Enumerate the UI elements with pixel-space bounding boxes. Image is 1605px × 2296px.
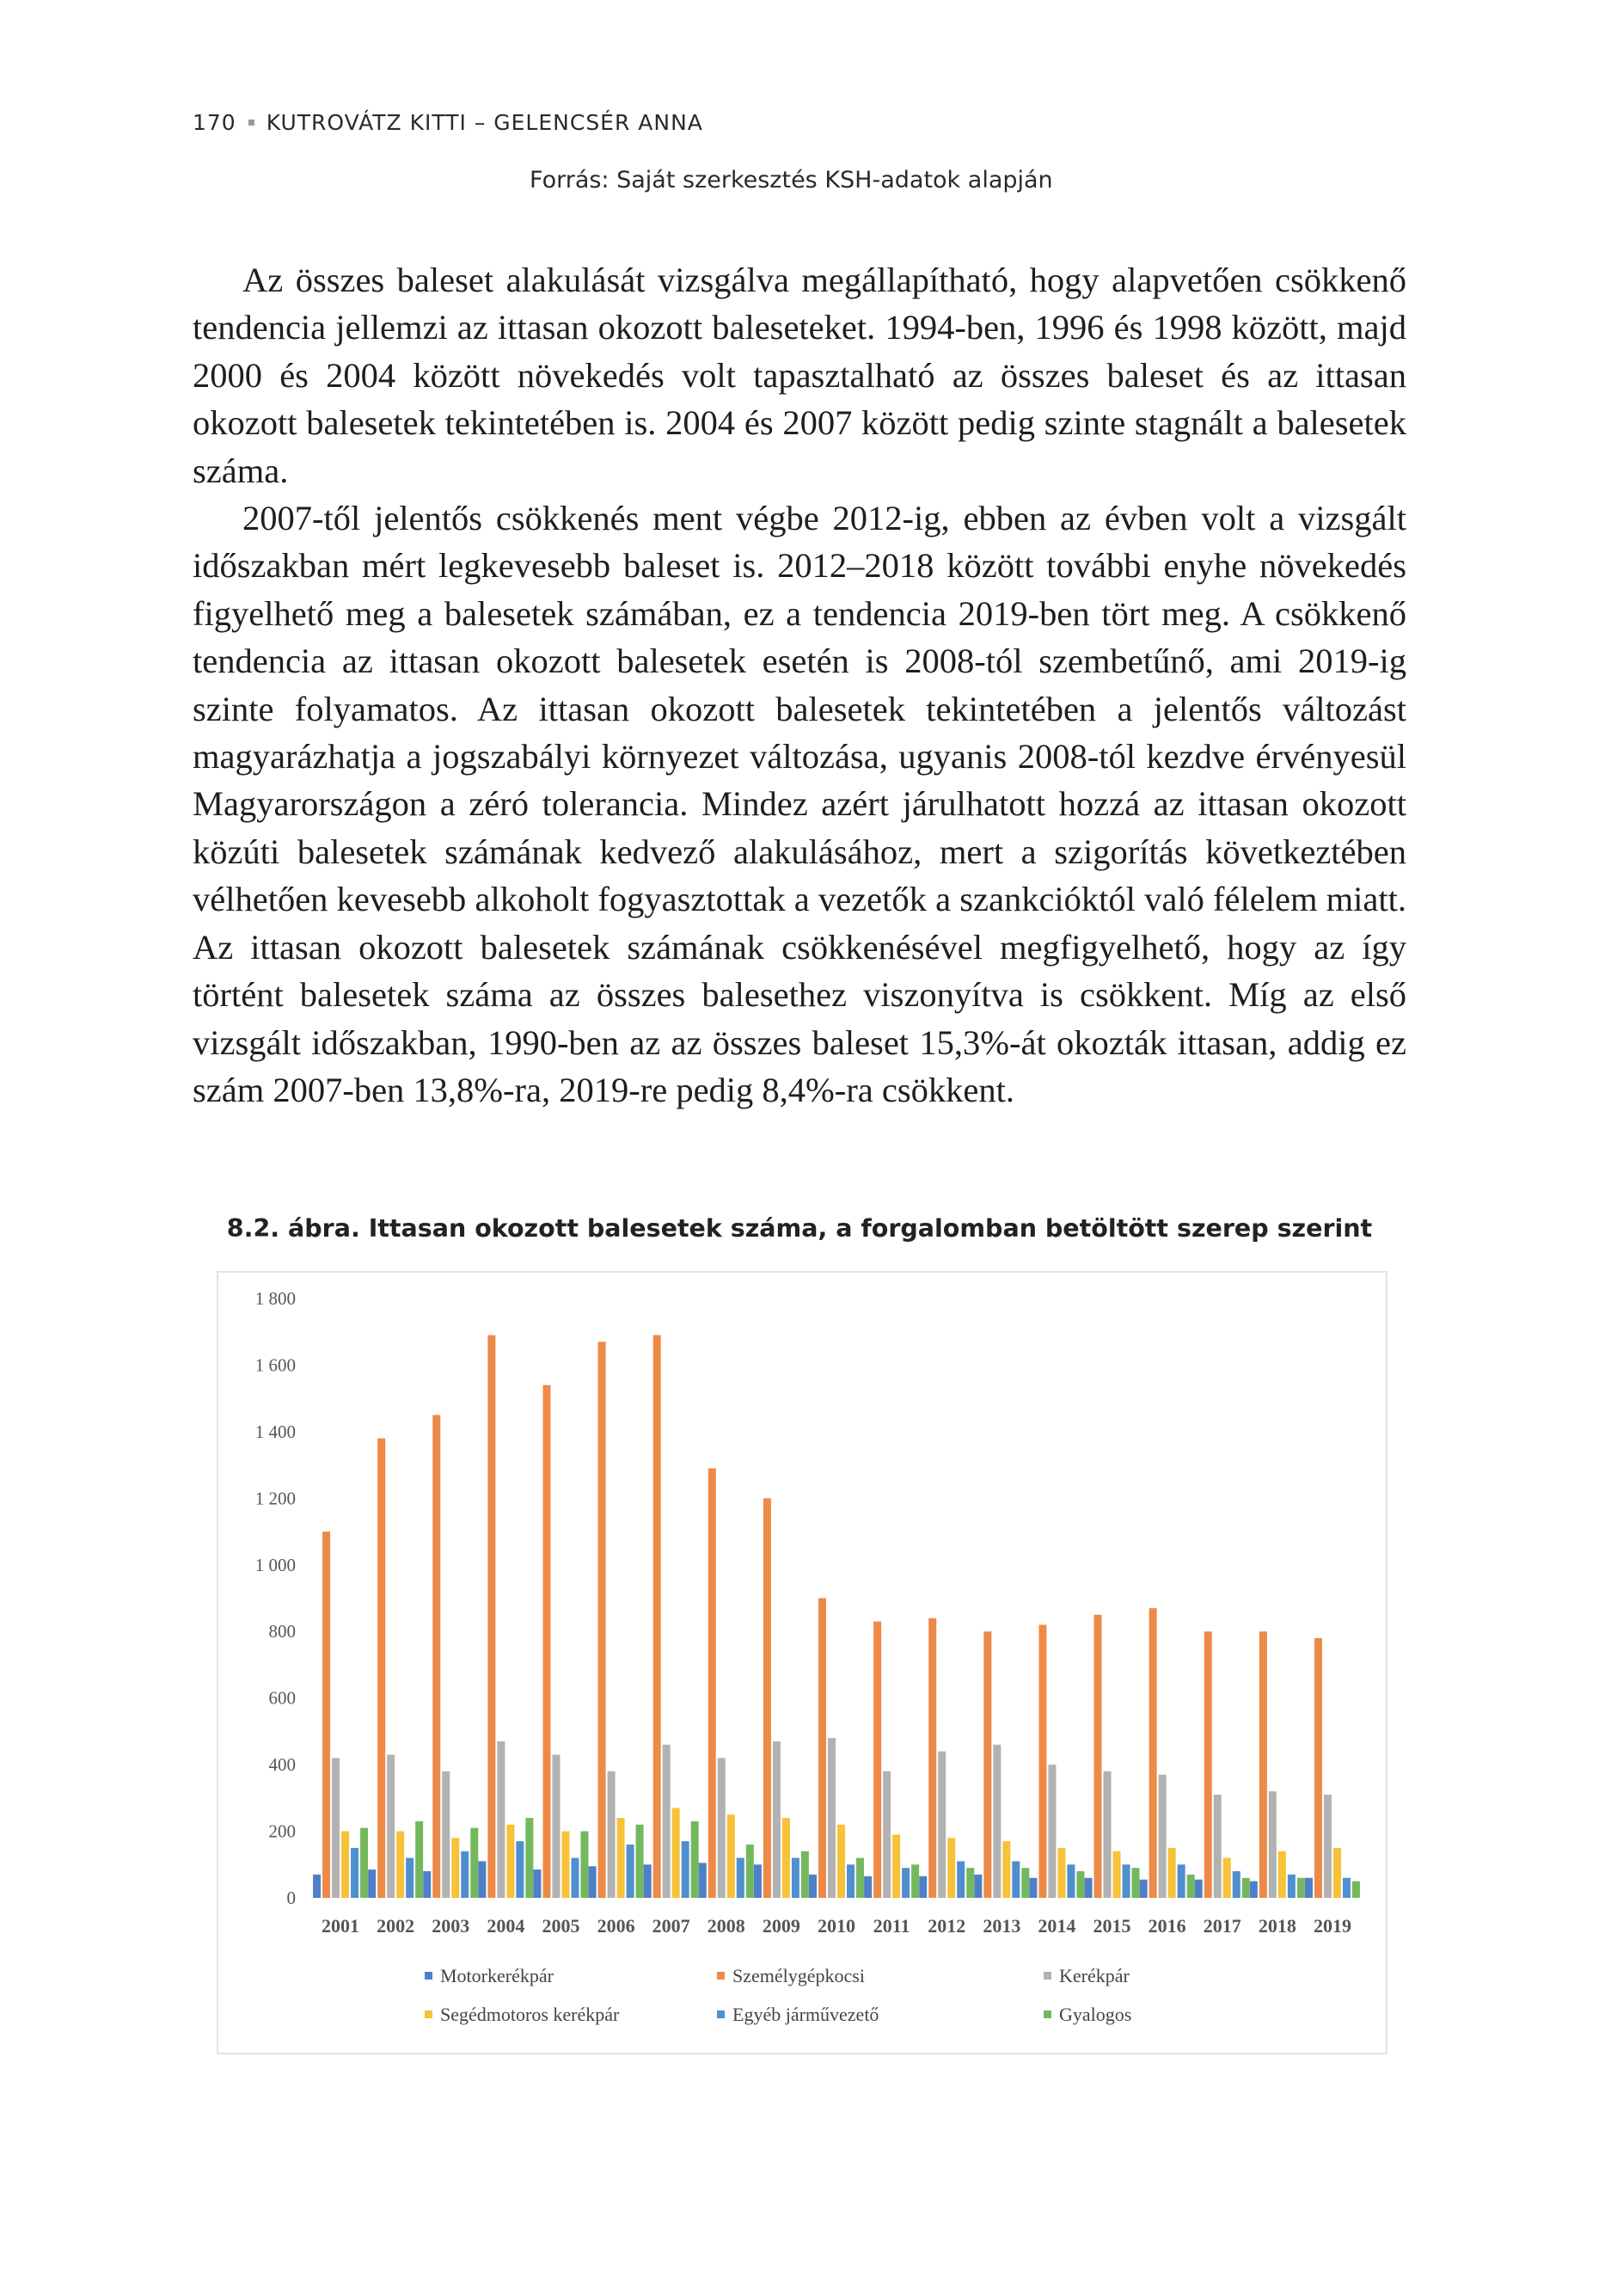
bar bbox=[1324, 1795, 1332, 1898]
bar bbox=[746, 1845, 754, 1898]
bar bbox=[1223, 1858, 1231, 1898]
bar bbox=[598, 1341, 606, 1898]
legend-label: Kerékpár bbox=[1059, 1965, 1130, 1986]
bar bbox=[974, 1875, 982, 1898]
bar bbox=[828, 1738, 836, 1898]
bar bbox=[902, 1868, 910, 1898]
y-tick-label: 200 bbox=[268, 1820, 296, 1842]
bar bbox=[561, 1832, 569, 1898]
bar bbox=[351, 1848, 358, 1898]
y-tick-label: 1 800 bbox=[254, 1288, 296, 1309]
bar bbox=[525, 1818, 533, 1898]
bar bbox=[644, 1864, 652, 1898]
x-tick-label: 2003 bbox=[432, 1915, 470, 1937]
running-head bbox=[193, 110, 703, 135]
page-number: 170 bbox=[193, 110, 236, 135]
bar bbox=[773, 1741, 781, 1898]
x-tick-label: 2008 bbox=[707, 1915, 745, 1937]
bar bbox=[737, 1858, 744, 1898]
bar bbox=[1278, 1851, 1286, 1898]
bar bbox=[1314, 1638, 1322, 1898]
bar bbox=[856, 1858, 864, 1898]
legend-label: Egyéb járművezető bbox=[732, 2004, 879, 2025]
bar bbox=[377, 1439, 385, 1898]
bar bbox=[617, 1818, 625, 1898]
bar bbox=[792, 1858, 799, 1898]
bar bbox=[1104, 1771, 1112, 1898]
y-tick-label: 600 bbox=[268, 1687, 296, 1709]
bar bbox=[461, 1851, 469, 1898]
bar bbox=[663, 1745, 671, 1898]
bar bbox=[782, 1818, 790, 1898]
bar bbox=[727, 1814, 735, 1898]
bar bbox=[653, 1335, 661, 1898]
bar bbox=[1123, 1864, 1130, 1898]
bar bbox=[818, 1599, 826, 1899]
bar bbox=[1343, 1878, 1351, 1898]
legend-swatch bbox=[425, 2011, 432, 2018]
bar bbox=[708, 1468, 716, 1898]
bar bbox=[636, 1825, 644, 1898]
legend-swatch bbox=[1044, 1972, 1051, 1980]
bar bbox=[837, 1825, 845, 1898]
bar bbox=[1168, 1848, 1176, 1898]
legend-label: Motorkerékpár bbox=[440, 1965, 554, 1986]
y-tick-label: 1 000 bbox=[254, 1554, 296, 1575]
x-tick-label: 2018 bbox=[1258, 1915, 1296, 1937]
author-line: KUTROVÁTZ KITTI – GELENCSÉR ANNA bbox=[266, 110, 703, 135]
bar bbox=[478, 1861, 486, 1898]
y-tick-label: 800 bbox=[268, 1621, 296, 1642]
x-tick-label: 2005 bbox=[542, 1915, 580, 1937]
bar bbox=[1195, 1880, 1203, 1898]
bar bbox=[966, 1868, 974, 1898]
y-tick-label: 400 bbox=[268, 1754, 296, 1776]
y-tick-label: 1 200 bbox=[254, 1488, 296, 1509]
bar bbox=[947, 1838, 955, 1898]
chart-container bbox=[217, 1271, 1388, 2054]
paragraph-2: 2007-től jelentős csökkenés ment végbe 2012-ig, ebben az évben volt a vizsgált időszakban mért legkevesebb baleset is. 2012–2018 között további enyhe növekedés figyelhető meg a balesetek számában, ez a tendencia 2019-ben tört meg. A csökkenő tendencia az ittasan okozott balesetek esetén is 2008-tól szembetűnő, ami 2019-ig szinte folyamatos. Az ittasan okozott balesetek tekintetében a jelentős változást magyarázhatja a jogszabályi környezet változása, ugyanis 2008-tól kezdve érvényesül Magyarországon a zéró tolerancia. Mindez azért járulhatott hozzá az ittasan okozott közúti balesetek számának kedvező alakulásához, mert a szigorítás következtében vélhetően kevesebb alkoholt fogyasztottak a vezetők a szankcióktól való félelem miatt. Az ittasan okozott balesetek számának csökkenésével megfigyelhető, hogy az így történt balesetek száma az összes balesethez viszonyítva is csökkent. Míg az első vizsgált időszakban, 1990-ben az az összes baleset 15,3%-át okozták ittasan, addig ez szám 2007-ben 13,8%-ra, 2019-re pedig 8,4%-ra csökkent. bbox=[193, 499, 1406, 1109]
x-tick-label: 2017 bbox=[1203, 1915, 1241, 1937]
bar bbox=[341, 1832, 349, 1898]
bar bbox=[1048, 1765, 1056, 1898]
bar bbox=[1149, 1608, 1157, 1898]
bar bbox=[691, 1821, 699, 1898]
bar bbox=[1204, 1631, 1212, 1898]
bar bbox=[1233, 1871, 1241, 1898]
x-tick-label: 2002 bbox=[377, 1915, 415, 1937]
legend-label: Segédmotoros kerékpár bbox=[440, 2004, 620, 2025]
bar bbox=[1057, 1848, 1065, 1898]
figure-caption: 8.2. ábra. Ittasan okozott balesetek száma, a forgalomban betöltött szerep szerint bbox=[226, 1214, 1373, 1243]
bar bbox=[506, 1825, 514, 1898]
bar bbox=[754, 1864, 762, 1898]
source-note: Forrás: Saját szerkesztés KSH-adatok alapján bbox=[530, 167, 1053, 193]
bar bbox=[864, 1876, 872, 1898]
bar bbox=[682, 1841, 689, 1898]
bar bbox=[608, 1771, 616, 1898]
bar bbox=[1076, 1871, 1084, 1898]
bar bbox=[1333, 1848, 1341, 1898]
bar bbox=[1038, 1624, 1046, 1898]
bar bbox=[919, 1876, 927, 1898]
bar bbox=[1002, 1841, 1010, 1898]
y-tick-label: 1 400 bbox=[254, 1421, 296, 1442]
bar bbox=[1094, 1615, 1102, 1898]
bar bbox=[313, 1875, 321, 1898]
bar bbox=[368, 1869, 376, 1898]
bar bbox=[1297, 1878, 1305, 1898]
bar bbox=[699, 1863, 707, 1898]
bar bbox=[415, 1821, 423, 1898]
x-tick-label: 2016 bbox=[1148, 1915, 1186, 1937]
bar bbox=[763, 1498, 771, 1898]
bar bbox=[672, 1808, 680, 1898]
bar bbox=[1178, 1864, 1185, 1898]
x-tick-label: 2019 bbox=[1313, 1915, 1351, 1937]
bar bbox=[516, 1841, 524, 1898]
bar bbox=[983, 1631, 991, 1898]
body-text bbox=[193, 256, 1406, 1114]
legend-label: Gyalogos bbox=[1059, 2004, 1132, 2025]
bar bbox=[542, 1385, 550, 1898]
x-tick-label: 2001 bbox=[322, 1915, 360, 1937]
bar bbox=[1132, 1868, 1140, 1898]
bar bbox=[396, 1832, 404, 1898]
bar bbox=[1242, 1878, 1250, 1898]
bar bbox=[423, 1871, 431, 1898]
bar bbox=[533, 1869, 541, 1898]
bar bbox=[1067, 1864, 1075, 1898]
y-tick-label: 0 bbox=[286, 1888, 296, 1908]
bar bbox=[873, 1622, 881, 1898]
paragraph-1: Az összes baleset alakulását vizsgálva megállapítható, hogy alapvetően csökkenő tendencia jellemzi az ittasan okozott baleseteket. 1994-ben, 1996 és 1998 között, majd 2000 és 2004 között növekedés volt tapasztalható az összes baleset és az ittasan okozott balesetek tekintetében is. 2004 és 2007 között pedig szinte stagnált a balesetek száma. bbox=[193, 261, 1406, 490]
bar bbox=[589, 1866, 597, 1898]
legend-swatch bbox=[1044, 2011, 1051, 2018]
bar bbox=[332, 1758, 340, 1898]
bar bbox=[406, 1858, 414, 1898]
bar bbox=[470, 1828, 478, 1898]
bar bbox=[809, 1875, 817, 1898]
bar bbox=[432, 1415, 440, 1898]
bar bbox=[627, 1845, 634, 1898]
legend-swatch bbox=[425, 1972, 432, 1980]
bar bbox=[801, 1851, 809, 1898]
bar bbox=[892, 1834, 900, 1898]
bar bbox=[497, 1741, 505, 1898]
bar bbox=[1012, 1861, 1020, 1898]
bar bbox=[571, 1858, 579, 1898]
bar bbox=[442, 1771, 450, 1898]
bar bbox=[928, 1618, 936, 1898]
bar bbox=[1029, 1878, 1037, 1898]
bar-chart bbox=[218, 1273, 1386, 2053]
separator-square-icon bbox=[248, 120, 254, 126]
bar bbox=[1021, 1868, 1029, 1898]
x-tick-label: 2004 bbox=[487, 1915, 525, 1937]
x-tick-label: 2013 bbox=[983, 1915, 1021, 1937]
x-tick-label: 2011 bbox=[873, 1915, 910, 1937]
bar bbox=[1288, 1875, 1296, 1898]
bar bbox=[451, 1838, 459, 1898]
bar bbox=[1250, 1882, 1258, 1898]
bar bbox=[1214, 1795, 1222, 1898]
bar bbox=[1187, 1875, 1195, 1898]
bar bbox=[1305, 1878, 1313, 1898]
bar bbox=[911, 1864, 919, 1898]
bar bbox=[487, 1335, 495, 1898]
bar bbox=[1140, 1880, 1148, 1898]
legend-swatch bbox=[717, 1972, 725, 1980]
bar bbox=[580, 1832, 588, 1898]
bar bbox=[993, 1745, 1001, 1898]
bar bbox=[552, 1754, 560, 1898]
bar bbox=[1113, 1851, 1121, 1898]
bar bbox=[1159, 1775, 1167, 1898]
bar bbox=[387, 1754, 395, 1898]
x-tick-label: 2012 bbox=[928, 1915, 966, 1937]
bar bbox=[938, 1752, 946, 1898]
x-tick-label: 2014 bbox=[1038, 1915, 1076, 1937]
legend-label: Személygépkocsi bbox=[732, 1965, 865, 1986]
bar bbox=[1085, 1878, 1093, 1898]
y-tick-label: 1 600 bbox=[254, 1354, 296, 1376]
bar bbox=[360, 1828, 368, 1898]
bar bbox=[1352, 1882, 1360, 1898]
x-tick-label: 2006 bbox=[597, 1915, 635, 1937]
bar bbox=[847, 1864, 855, 1898]
x-tick-label: 2010 bbox=[818, 1915, 855, 1937]
bar bbox=[718, 1758, 726, 1898]
x-tick-label: 2015 bbox=[1093, 1915, 1131, 1937]
x-tick-label: 2009 bbox=[762, 1915, 800, 1937]
bar bbox=[1259, 1631, 1267, 1898]
bar bbox=[883, 1771, 891, 1898]
x-tick-label: 2007 bbox=[652, 1915, 690, 1937]
bar bbox=[322, 1532, 330, 1898]
bar bbox=[1269, 1791, 1277, 1898]
legend-swatch bbox=[717, 2011, 725, 2018]
bar bbox=[957, 1861, 965, 1898]
